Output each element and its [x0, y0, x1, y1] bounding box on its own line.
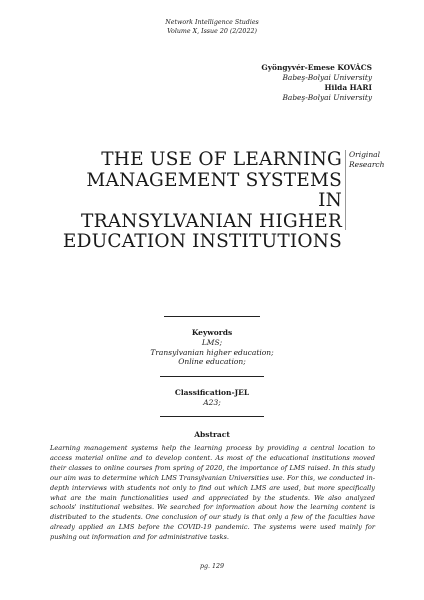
- paper-title: [62, 150, 342, 253]
- paper-type-label: [349, 150, 409, 169]
- journal-name: Network Intelligence Studies: [165, 19, 259, 26]
- author-affiliation: Babeş-Bolyai University: [282, 93, 372, 102]
- classification-section: [0, 388, 424, 408]
- page-number: pg. 129: [199, 563, 225, 570]
- journal-header: [0, 19, 424, 36]
- author-name: Gyöngyvér-Emese KOVÁCS: [261, 63, 372, 72]
- title-divider: [345, 150, 346, 230]
- keyword-item: Transylvanian higher education;: [150, 347, 274, 357]
- classification-item: A23;: [203, 397, 221, 407]
- keywords-section: [0, 328, 424, 367]
- journal-issue: Volume X, Issue 20 (2/2022): [167, 27, 257, 35]
- abstract-text: Learning management systems help the learning process by providing a central location to access material online and to develop content. As most of the educational institutions moved their classes to online courses from spring of 2020, the importance of LMS raised. In this study our aim was to determine which LMS Transylvanian Universities use. For this, we conducted in-depth interviews with students not only to find out which LMS are used, but more specifically what are the main functionalities used and appreciated by the students. We also analyzed schools' institutional websites. We searched for information about how the learning content is distributed to the students. One conclusion of our study is that only a few of the faculties have already applied an LMS before the COVID-19 pandemic. The systems were used mainly for pushing out information and for administrative tasks.: [50, 444, 375, 542]
- paper-type-line: Research: [349, 159, 385, 169]
- classification-heading: Classification-JEL: [174, 388, 250, 397]
- paper-type-line: Original: [349, 150, 381, 159]
- title-line: TRANSYLVANIAN HIGHER: [81, 210, 342, 232]
- keywords-heading: Keywords: [191, 328, 233, 337]
- author-affiliation: Babeş-Bolyai University: [282, 73, 372, 82]
- abstract-heading-block: [0, 430, 424, 440]
- title-line: THE USE OF LEARNING: [101, 149, 342, 170]
- keyword-item: LMS;: [201, 337, 223, 347]
- keyword-item: Online education;: [178, 357, 246, 367]
- title-line: EDUCATION INSTITUTIONS: [62, 231, 342, 252]
- author-block: [261, 63, 372, 103]
- author-name: Hilda HARI: [324, 83, 372, 92]
- classification-bottom-rule: [160, 416, 264, 417]
- title-line: MANAGEMENT SYSTEMS IN: [86, 169, 342, 211]
- keywords-top-rule: [164, 316, 260, 317]
- abstract-heading: Abstract: [194, 430, 230, 439]
- keywords-bottom-rule: [160, 376, 264, 377]
